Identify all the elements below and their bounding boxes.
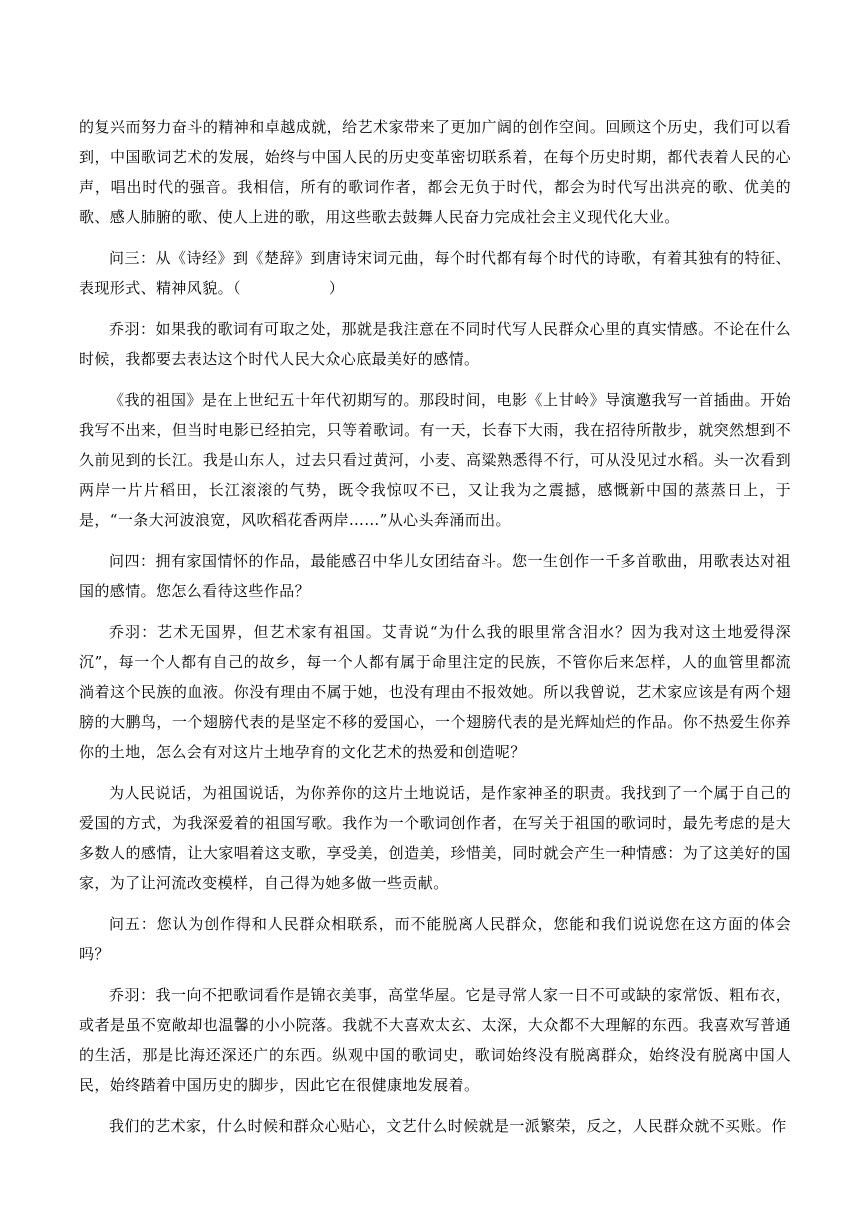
paragraph-answer-4-continued: 为人民说话，为祖国说话，为你养你的这片土地说话，是作家神圣的职责。我找到了一个属于自己的爱国的方式，为我深爱着的祖国写歌。我作为一个歌词创作者，在写关于祖国的歌词时，最先考虑的是大多数人的感情，让大家唱着这支歌，享受美，创造美，珍惜美，同时就会产生一种情感：为了这美好的国家，为了让河流改变模样，自己得为她多做一些贡献。 xyxy=(79,784,791,892)
paragraph-my-motherland: 《我的祖国》是在上世纪五十年代初期写的。那段时间，电影《上甘岭》导演邀我写一首插曲。开始我写不出来，但当时电影已经拍完，只等着歌词。有一天，长春下大雨，我在招待所散步，就突然想到不久前见到的长江。我是山东人，过去只看过黄河，小麦、高粱熟悉得不行，可从没见过水稻。头一次看到两岸一片片稻田，长江滚滚的气势，既令我惊叹不已，又让我为之震撼，感慨新中国的蒸蒸日上，于是，“一条大河波浪宽，风吹稻花香两岸……”从心头奔涌而出。 xyxy=(79,391,791,529)
paragraph-continuation: 的复兴而努力奋斗的精神和卓越成就，给艺术家带来了更加广阔的创作空间。回顾这个历史，我们可以看到，中国歌词艺术的发展，始终与中国人民的历史变革密切联系着，在每个历史时期，都代表着人民的心声，唱出时代的强音。我相信，所有的歌词作者，都会无负于时代，都会为时代写出洪亮的歌、优美的歌、感人肺腑的歌、使人上进的歌，用这些歌去鼓舞人民奋力完成社会主义现代化大业。 xyxy=(79,118,791,226)
paragraph-answer-5: 乔羽：我一向不把歌词看作是锦衣美事，高堂华屋。它是寻常人家一日不可或缺的家常饭、粗布衣，或者是虽不宽敞却也温馨的小小院落。我就不大喜欢太玄、太深，大众都不大理解的东西。我喜欢写普通的生活，那是比海还深还广的东西。纵观中国的歌词史，歌词始终没有脱离群众，始终没有脱离中国人民，始终踏着中国历史的脚步，因此它在很健康地发展着。 xyxy=(79,986,791,1094)
question-3-closing: ） xyxy=(328,279,345,297)
paragraph-answer-5-continued: 我们的艺术家，什么时候和群众心贴心，文艺什么时候就是一派繁荣，反之，人民群众就不买账。作 xyxy=(109,1117,787,1135)
paragraph-question-5: 问五：您认为创作得和人民群众相联系，而不能脱离人民群众，您能和我们说说您在这方面的体会吗？ xyxy=(79,915,791,963)
question-3-text: 问三：从《诗经》到《楚辞》到唐诗宋词元曲，每个时代都有每个时代的诗歌，有着其独有的特征、表现形式、精神风貌。（ xyxy=(79,249,791,297)
paragraph-question-3 xyxy=(79,243,791,303)
document-page xyxy=(79,112,791,1152)
paragraph-answer-3: 乔羽：如果我的歌词有可取之处，那就是我注意在不同时代写人民群众心里的真实情感。不论在什么时候，我都要去表达这个时代人民大众心底最美好的感情。 xyxy=(79,320,791,368)
paragraph-question-4: 问四：拥有家国情怀的作品，最能感召中华儿女团结奋斗。您一生创作一千多首歌曲，用歌表达对祖国的感情。您怎么看待这些作品？ xyxy=(79,552,791,600)
paragraph-answer-4: 乔羽：艺术无国界，但艺术家有祖国。艾青说“为什么我的眼里常含泪水？因为我对这土地爱得深沉”，每一个人都有自己的故乡，每一个人都有属于命里注定的民族，不管你后来怎样，人的血管里都流淌着这个民族的血液。你没有理由不属于她，也没有理由不报效她。所以我曾说，艺术家应该是有两个翅膀的大鹏鸟，一个翅膀代表的是坚定不移的爱国心，一个翅膀代表的是光辉灿烂的作品。你不热爱生你养你的土地，怎么会有对这片土地孕育的文化艺术的热爱和创造呢？ xyxy=(79,623,791,761)
